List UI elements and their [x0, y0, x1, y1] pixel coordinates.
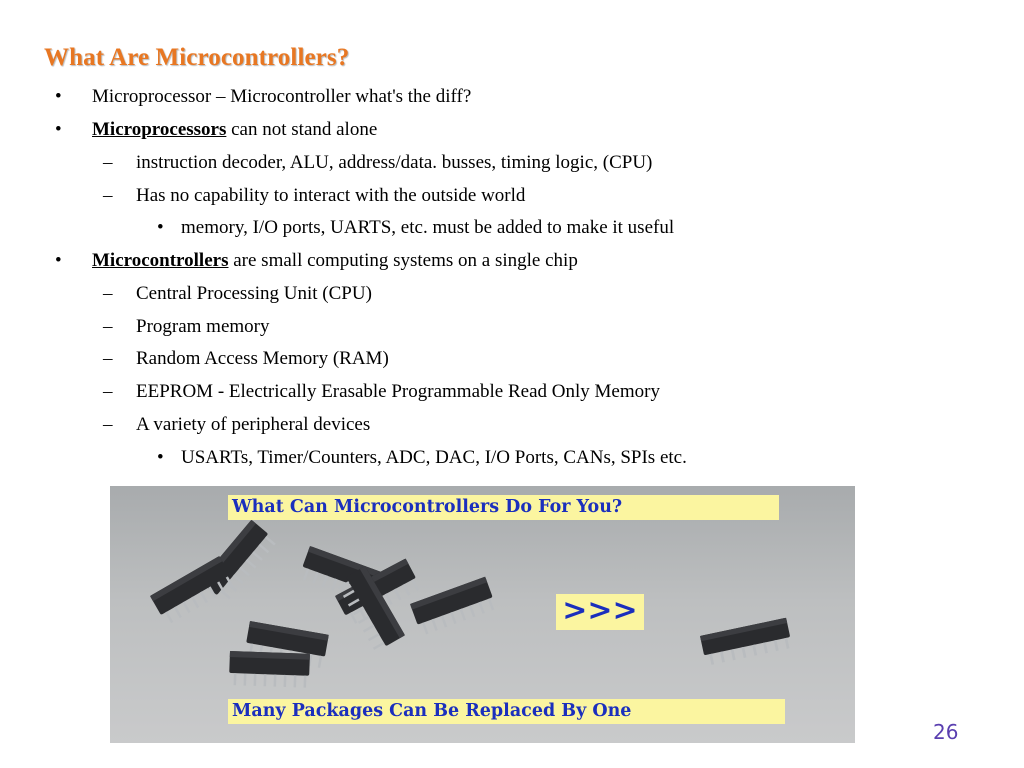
microcontroller-chips-image: [110, 486, 855, 743]
dash-marker: –: [103, 414, 113, 435]
bullet-text: USARTs, Timer/Counters, ADC, DAC, I/O Ports, CANs, SPIs etc.: [181, 447, 687, 468]
bullet-marker: •: [55, 119, 62, 140]
bullet-marker: •: [157, 447, 164, 468]
dash-marker: –: [103, 316, 113, 337]
sub-bullet-item: [103, 151, 653, 175]
bullet-item: [55, 118, 378, 142]
image-top-caption: What Can Microcontrollers Do For You?: [228, 495, 779, 520]
arrow-label: >>>: [556, 594, 644, 630]
sub-bullet-item: [103, 282, 372, 306]
sub-bullet-item: [103, 315, 270, 339]
sub-bullet-item: [103, 413, 371, 437]
sub-sub-bullet-item: [157, 446, 687, 470]
slide-title: What Are Microcontrollers?: [44, 44, 350, 71]
bullet-text: EEPROM - Electrically Erasable Programmable Read Only Memory: [136, 381, 660, 402]
bullet-marker: •: [55, 86, 62, 107]
bullet-text: A variety of peripheral devices: [136, 414, 371, 435]
dash-marker: –: [103, 283, 113, 304]
bullet-text: are small computing systems on a single chip: [228, 250, 578, 271]
page-number: 26: [933, 720, 959, 744]
bullet-text: Central Processing Unit (CPU): [136, 283, 372, 304]
bullet-marker: •: [157, 217, 164, 238]
bullet-marker: •: [55, 250, 62, 271]
sub-bullet-item: [103, 184, 526, 208]
dash-marker: –: [103, 381, 113, 402]
bullet-item: [55, 249, 578, 273]
bullet-text: can not stand alone: [226, 119, 378, 140]
sub-bullet-item: [103, 380, 660, 404]
dash-marker: –: [103, 348, 113, 369]
bullet-term: Microcontrollers: [92, 250, 229, 271]
bullet-text: Random Access Memory (RAM): [136, 348, 389, 369]
sub-bullet-item: [103, 347, 389, 371]
bullet-text: instruction decoder, ALU, address/data. busses, timing logic, (CPU): [136, 152, 653, 173]
dash-marker: –: [103, 185, 113, 206]
dash-marker: –: [103, 152, 113, 173]
image-bottom-caption: Many Packages Can Be Replaced By One: [228, 699, 785, 724]
bullet-text: Microprocessor – Microcontroller what's the diff?: [92, 86, 472, 107]
bullet-text: memory, I/O ports, UARTS, etc. must be added to make it useful: [181, 217, 675, 238]
bullet-term: Microprocessors: [92, 119, 227, 140]
bullet-text: Program memory: [136, 316, 270, 337]
bullet-item: [55, 85, 472, 109]
bullet-text: Has no capability to interact with the outside world: [136, 185, 526, 206]
sub-sub-bullet-item: [157, 216, 675, 240]
